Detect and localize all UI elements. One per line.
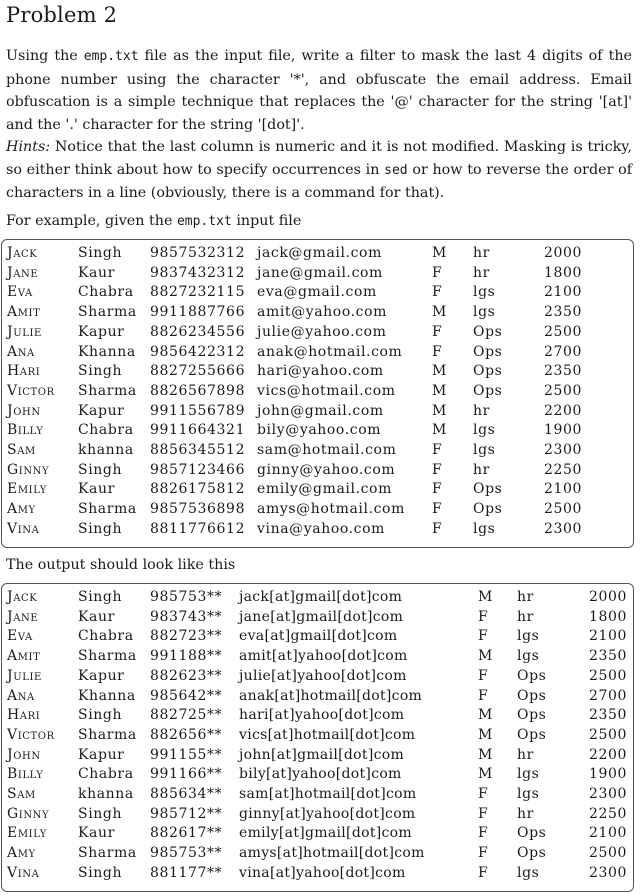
input-row	[2, 403, 633, 423]
output-email: amit[at]yahoo[dot]com	[239, 648, 408, 665]
output-first-name: Vina	[7, 864, 40, 881]
output-example-label: The output should look like this	[6, 557, 236, 573]
input-first-name: Jack	[7, 245, 38, 261]
input-first-name: Billy	[7, 422, 44, 439]
input-first-name: Amit	[7, 304, 41, 321]
output-salary: 2500	[589, 667, 628, 684]
input-email: john@gmail.com	[257, 402, 384, 419]
input-salary: 2350	[544, 363, 583, 380]
output-last-name: Kapur	[78, 746, 125, 763]
output-gender: F	[478, 628, 489, 645]
output-last-name: Singh	[78, 589, 123, 605]
output-row	[2, 628, 633, 648]
input-last-name: Singh	[78, 520, 123, 537]
input-first-name: John	[7, 402, 41, 419]
input-salary: 2350	[544, 304, 583, 321]
output-gender: F	[478, 667, 489, 684]
input-email: julie@yahoo.com	[257, 323, 387, 340]
input-phone: 8827232115	[150, 284, 246, 301]
input-salary: 2100	[544, 481, 583, 498]
hints-text-1: Notice that the last column is numeric and it is not modified. Masking is tricky, so either think about how to specify occurrences in	[6, 139, 632, 178]
input-first-name: Eva	[7, 284, 33, 301]
output-dept: Ops	[517, 726, 547, 743]
input-row	[2, 284, 633, 304]
input-last-name: Kaur	[78, 264, 115, 281]
input-first-name: Victor	[7, 382, 55, 399]
output-dept: hr	[517, 746, 534, 763]
output-last-name: Khanna	[78, 687, 136, 704]
input-gender: M	[432, 382, 447, 399]
output-salary: 2350	[589, 648, 628, 665]
output-last-name: Kapur	[78, 667, 125, 684]
input-first-name: Ana	[7, 343, 35, 360]
output-row	[2, 609, 633, 629]
input-last-name: Singh	[78, 363, 123, 380]
input-first-name: Vina	[7, 520, 40, 537]
input-gender: F	[432, 323, 443, 340]
input-salary: 2300	[544, 442, 583, 458]
output-first-name: Ginny	[7, 805, 50, 822]
output-row	[2, 825, 633, 845]
input-gender: M	[432, 304, 447, 321]
input-salary: 2250	[544, 461, 583, 478]
input-first-name: Hari	[7, 363, 41, 380]
input-gender: M	[432, 363, 447, 380]
output-first-name: Hari	[7, 707, 41, 724]
input-dept: lgs	[473, 422, 496, 439]
input-dept: Ops	[473, 323, 503, 340]
input-phone: 8827255666	[150, 363, 246, 380]
input-dept: lgs	[473, 520, 496, 537]
input-last-name: Khanna	[78, 343, 136, 360]
output-row	[2, 648, 633, 668]
input-gender: F	[432, 520, 443, 537]
output-gender: M	[478, 589, 493, 605]
output-gender: F	[478, 786, 489, 802]
input-salary: 2000	[544, 245, 583, 261]
input-gender: F	[432, 343, 443, 360]
output-first-name: Julie	[7, 667, 42, 684]
input-row	[2, 324, 633, 344]
input-gender: F	[432, 501, 443, 518]
output-first-name: Amy	[7, 845, 36, 862]
output-last-name: Kaur	[78, 608, 115, 625]
output-first-name: Jack	[7, 589, 38, 605]
page-title: Problem 2	[6, 3, 118, 27]
input-email: amit@yahoo.com	[257, 304, 388, 321]
output-last-name: Sharma	[78, 648, 137, 665]
output-first-name: Sam	[7, 786, 36, 802]
input-last-name: Sharma	[78, 304, 137, 321]
input-salary: 2200	[544, 402, 583, 419]
input-first-name: Julie	[7, 323, 42, 340]
input-dept: Ops	[473, 382, 503, 399]
input-first-name: Jane	[7, 264, 39, 281]
output-first-name: Eva	[7, 628, 33, 645]
input-last-name: Chabra	[78, 284, 134, 301]
output-dept: hr	[517, 608, 534, 625]
filename-code: emp.txt	[83, 49, 139, 64]
output-dept: Ops	[517, 707, 547, 724]
output-row	[2, 727, 633, 747]
output-email: john[at]gmail[dot]com	[239, 746, 405, 763]
output-last-name: Singh	[78, 805, 123, 822]
input-row	[2, 501, 633, 521]
output-salary: 2300	[589, 864, 628, 881]
output-phone: 983743**	[150, 608, 223, 625]
input-file-box	[1, 239, 634, 548]
output-phone: 882725**	[150, 707, 223, 724]
output-salary: 2200	[589, 746, 628, 763]
output-phone: 885634**	[150, 786, 223, 802]
input-phone: 9856422312	[150, 343, 246, 360]
input-salary: 1800	[544, 264, 583, 281]
input-example-label	[6, 213, 301, 229]
output-gender: M	[478, 726, 493, 743]
input-dept: lgs	[473, 304, 496, 321]
output-email: bily[at]yahoo[dot]com	[239, 766, 402, 783]
output-salary: 2250	[589, 805, 628, 822]
sed-code: sed	[384, 162, 408, 178]
input-last-name: Kapur	[78, 323, 125, 340]
input-salary: 2500	[544, 323, 583, 340]
output-last-name: Singh	[78, 707, 123, 724]
output-phone: 985753**	[150, 845, 223, 862]
input-phone: 9911887766	[150, 304, 246, 321]
output-first-name: Billy	[7, 766, 44, 783]
hints-label: Hints:	[6, 139, 51, 155]
input-phone: 8811776612	[150, 520, 246, 537]
input-dept: hr	[473, 461, 490, 478]
output-first-name: Ana	[7, 687, 35, 704]
output-salary: 2500	[589, 726, 628, 743]
output-dept: lgs	[517, 648, 540, 665]
input-last-name: Sharma	[78, 382, 137, 399]
input-dept: lgs	[473, 284, 496, 301]
input-phone: 9857536898	[150, 501, 246, 518]
output-row	[2, 806, 633, 826]
output-phone: 881177**	[150, 864, 223, 881]
input-gender: M	[432, 245, 447, 261]
output-phone: 991155**	[150, 746, 223, 763]
instructions-paragraph	[6, 45, 632, 205]
input-dept: lgs	[473, 442, 496, 458]
input-row	[2, 442, 633, 462]
output-phone: 882617**	[150, 825, 223, 842]
input-email: vina@yahoo.com	[257, 520, 386, 537]
input-email: amys@hotmail.com	[257, 501, 405, 518]
output-salary: 1900	[589, 766, 628, 783]
input-salary: 2500	[544, 501, 583, 518]
input-row	[2, 521, 633, 541]
input-dept: hr	[473, 402, 490, 419]
output-phone: 991188**	[150, 648, 223, 665]
output-row	[2, 766, 633, 786]
input-last-name: Singh	[78, 245, 123, 261]
input-last-name: Sharma	[78, 501, 137, 518]
input-phone: 9857123466	[150, 461, 246, 478]
output-salary: 2700	[589, 687, 628, 704]
output-email: anak[at]hotmail[dot]com	[239, 687, 423, 704]
input-first-name: Sam	[7, 442, 36, 458]
input-label-filename: emp.txt	[176, 214, 232, 229]
output-dept: Ops	[517, 667, 547, 684]
input-last-name: Kaur	[78, 481, 115, 498]
input-email: ginny@yahoo.com	[257, 461, 396, 478]
instructions-text-2: file as the input file, write a filter to mask the last 4 digits of the phone number using the character '*', and obfuscate the email address. Email obfuscation is a simple technique that replaces the '@' character for the string '[at]' and the '.' character for the string '[dot]'.	[6, 48, 632, 133]
output-salary: 2500	[589, 845, 628, 862]
input-gender: F	[432, 264, 443, 281]
output-phone: 991166**	[150, 766, 223, 783]
input-gender: F	[432, 461, 443, 478]
output-dept: Ops	[517, 687, 547, 704]
input-phone: 8856345512	[150, 442, 246, 458]
output-email: ginny[at]yahoo[dot]com	[239, 805, 416, 822]
output-dept: hr	[517, 589, 534, 605]
output-gender: F	[478, 864, 489, 881]
output-row	[2, 845, 633, 865]
output-phone: 985712**	[150, 805, 223, 822]
input-salary: 2100	[544, 284, 583, 301]
output-last-name: Singh	[78, 864, 123, 881]
output-first-name: Jane	[7, 608, 39, 625]
output-gender: M	[478, 746, 493, 763]
output-email: emily[at]gmail[dot]com	[239, 825, 412, 842]
input-email: hari@yahoo.com	[257, 363, 384, 380]
input-gender: F	[432, 481, 443, 498]
input-gender: M	[432, 402, 447, 419]
input-gender: F	[432, 284, 443, 301]
output-last-name: khanna	[78, 786, 134, 802]
input-row	[2, 245, 633, 265]
input-dept: Ops	[473, 501, 503, 518]
input-dept: Ops	[473, 363, 503, 380]
output-email: julie[at]yahoo[dot]com	[239, 667, 407, 684]
input-email: eva@gmail.com	[257, 284, 377, 301]
input-phone: 8826175812	[150, 481, 246, 498]
output-gender: M	[478, 766, 493, 783]
input-email: anak@hotmail.com	[257, 343, 403, 360]
output-salary: 2350	[589, 707, 628, 724]
output-phone: 882723**	[150, 628, 223, 645]
output-salary: 2300	[589, 786, 628, 802]
input-phone: 9911664321	[150, 422, 246, 439]
output-last-name: Sharma	[78, 845, 137, 862]
input-first-name: Ginny	[7, 461, 50, 478]
output-phone: 882656**	[150, 726, 223, 743]
input-row	[2, 344, 633, 364]
output-gender: M	[478, 707, 493, 724]
input-email: jack@gmail.com	[257, 245, 382, 261]
output-phone: 882623**	[150, 667, 223, 684]
output-email: hari[at]yahoo[dot]com	[239, 707, 405, 724]
input-dept: hr	[473, 264, 490, 281]
output-row	[2, 688, 633, 708]
output-salary: 2000	[589, 589, 628, 605]
output-first-name: Victor	[7, 726, 55, 743]
output-phone: 985642**	[150, 687, 223, 704]
output-dept: Ops	[517, 845, 547, 862]
instructions-text-1: Using the	[6, 48, 84, 64]
output-last-name: Kaur	[78, 825, 115, 842]
input-row	[2, 304, 633, 324]
input-email: jane@gmail.com	[257, 264, 383, 281]
input-row	[2, 265, 633, 285]
input-email: sam@hotmail.com	[257, 442, 397, 458]
output-dept: lgs	[517, 766, 540, 783]
output-last-name: Chabra	[78, 766, 134, 783]
output-dept: lgs	[517, 786, 540, 802]
output-email: vina[at]yahoo[dot]com	[239, 864, 406, 881]
input-row	[2, 422, 633, 442]
input-phone: 8826234556	[150, 323, 246, 340]
input-dept: hr	[473, 245, 490, 261]
output-row	[2, 707, 633, 727]
output-row	[2, 865, 633, 885]
input-row	[2, 481, 633, 501]
output-row	[2, 589, 633, 609]
output-email: jane[at]gmail[dot]com	[239, 608, 404, 625]
output-gender: F	[478, 608, 489, 625]
input-last-name: Kapur	[78, 402, 125, 419]
input-salary: 1900	[544, 422, 583, 439]
output-first-name: John	[7, 746, 41, 763]
input-last-name: khanna	[78, 442, 134, 458]
hints-text-2: or how to reverse the order of characters in a line (obviously, there is a command for that).	[6, 161, 632, 201]
output-email: eva[at]gmail[dot]com	[239, 628, 398, 645]
output-first-name: Amit	[7, 648, 41, 665]
input-phone: 9911556789	[150, 402, 246, 419]
output-row	[2, 668, 633, 688]
input-last-name: Singh	[78, 461, 123, 478]
output-row	[2, 747, 633, 767]
input-email: emily@gmail.com	[257, 481, 392, 498]
input-phone: 9857532312	[150, 245, 246, 261]
input-salary: 2500	[544, 382, 583, 399]
output-salary: 1800	[589, 608, 628, 625]
output-salary: 2100	[589, 628, 628, 645]
output-phone: 985753**	[150, 589, 223, 605]
output-last-name: Sharma	[78, 726, 137, 743]
input-phone: 9837432312	[150, 264, 246, 281]
input-email: vics@hotmail.com	[257, 382, 396, 399]
output-first-name: Emily	[7, 825, 48, 842]
input-label-pre: For example, given the	[6, 213, 177, 229]
output-email: jack[at]gmail[dot]com	[239, 589, 403, 605]
input-salary: 2700	[544, 343, 583, 360]
input-last-name: Chabra	[78, 422, 134, 439]
input-phone: 8826567898	[150, 382, 246, 399]
output-email: amys[at]hotmail[dot]com	[239, 845, 425, 862]
output-email: sam[at]hotmail[dot]com	[239, 786, 417, 802]
output-gender: F	[478, 687, 489, 704]
input-first-name: Amy	[7, 501, 36, 518]
output-gender: F	[478, 845, 489, 862]
output-gender: F	[478, 805, 489, 822]
input-row	[2, 383, 633, 403]
input-row	[2, 363, 633, 383]
output-email: vics[at]hotmail[dot]com	[239, 726, 416, 743]
input-gender: M	[432, 422, 447, 439]
input-email: bily@yahoo.com	[257, 422, 382, 439]
input-dept: Ops	[473, 481, 503, 498]
output-gender: M	[478, 648, 493, 665]
output-dept: hr	[517, 805, 534, 822]
output-file-box	[1, 583, 634, 892]
output-row	[2, 786, 633, 806]
input-label-post: input file	[231, 213, 302, 229]
output-dept: Ops	[517, 825, 547, 842]
input-dept: Ops	[473, 343, 503, 360]
input-row	[2, 462, 633, 482]
output-dept: lgs	[517, 628, 540, 645]
output-dept: lgs	[517, 864, 540, 881]
output-last-name: Chabra	[78, 628, 134, 645]
input-first-name: Emily	[7, 481, 48, 498]
input-gender: F	[432, 442, 443, 458]
output-salary: 2100	[589, 825, 628, 842]
output-gender: F	[478, 825, 489, 842]
input-salary: 2300	[544, 520, 583, 537]
